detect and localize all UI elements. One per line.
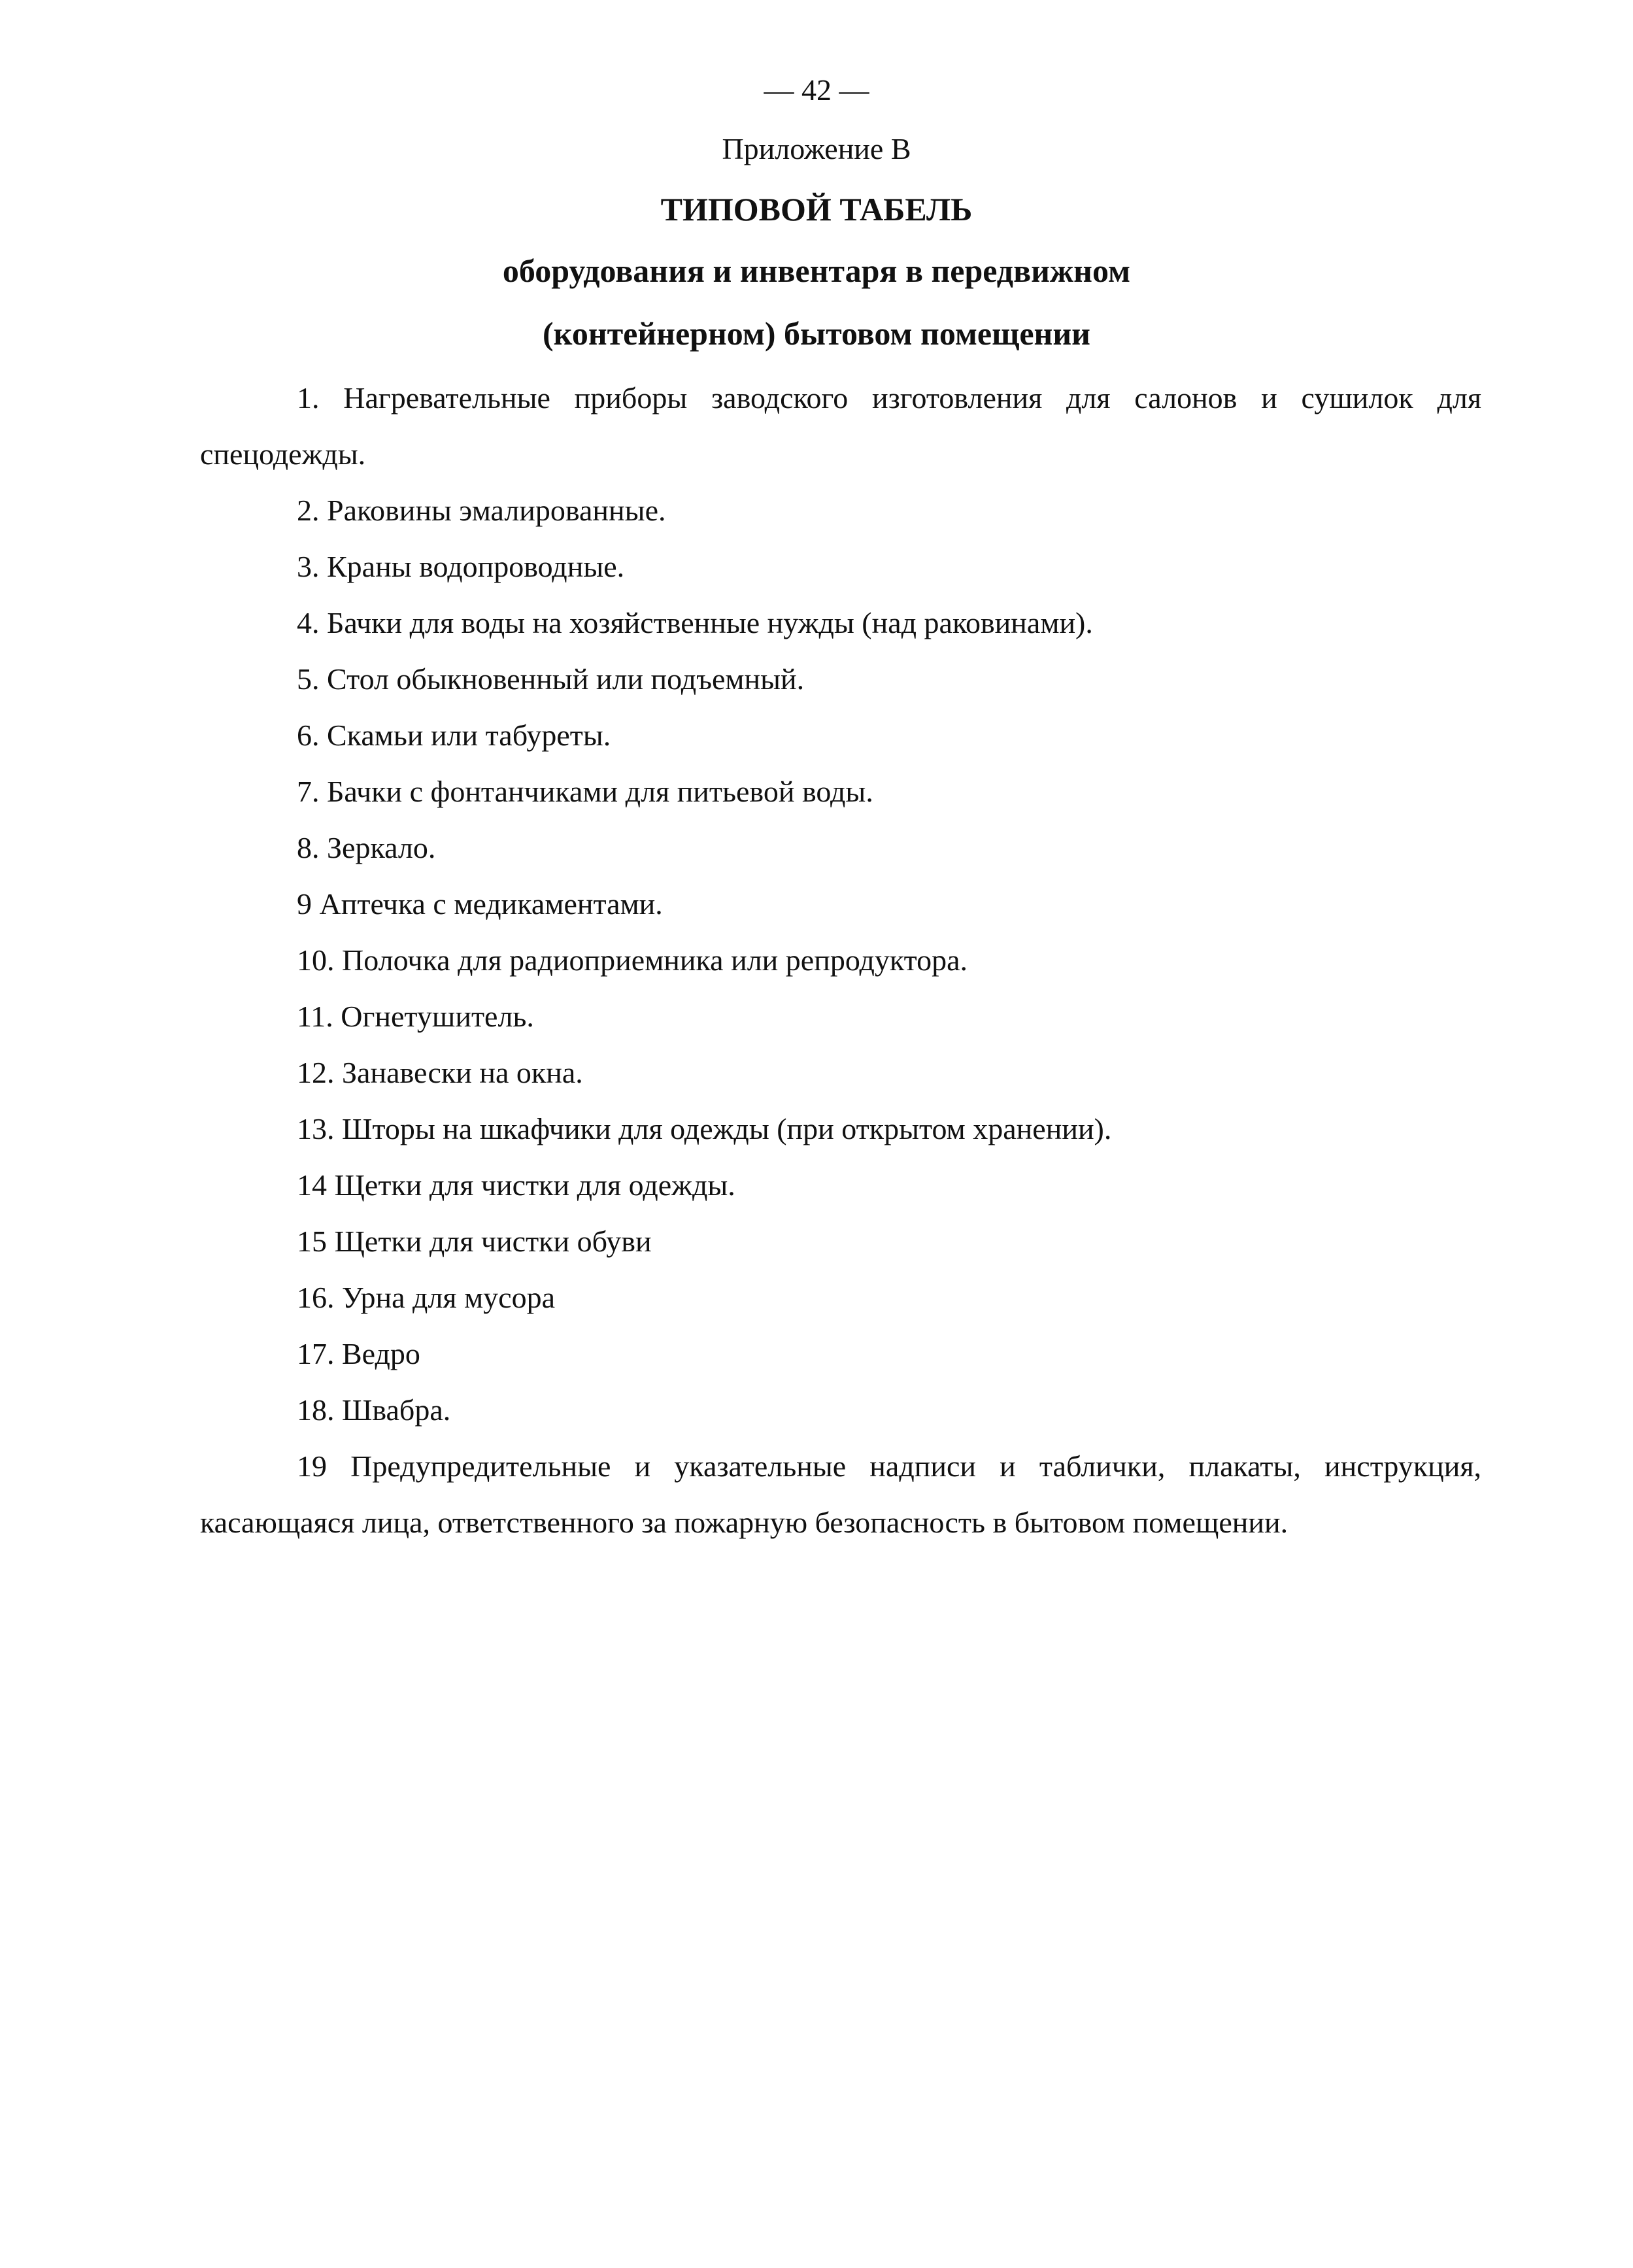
document-subtitle-line-1: оборудования и инвентаря в передвижном [502,252,1131,289]
list-item: 3. Краны водопроводные. [297,550,625,583]
list-item: 9 Аптечка с медикаментами. [297,887,663,921]
list-item: 1. Нагревательные приборы заводского изготовления для салонов и сушилок для спецодежды. [200,381,1481,471]
list-item: 18. Швабра. [297,1393,451,1427]
list-item: 4. Бачки для воды на хозяйственные нужды (над раковинами). [297,606,1093,639]
list-item: 15 Щетки для чистки обуви [297,1225,652,1258]
list-item: 19 Предупредительные и указательные надписи и таблички, плакаты, инструкция, касающаяся лица, ответственного за пожарную безопасность в бытовом помещении. [200,1449,1481,1539]
list-item: 10. Полочка для радиоприемника или репродуктора. [297,943,968,977]
list-item: 17. Ведро [297,1337,420,1370]
equipment-list [200,370,1481,1551]
document-subtitle-line-2: (контейнерном) бытовом помещении [543,315,1090,352]
document-title: ТИПОВОЙ ТАБЕЛЬ [660,191,973,228]
list-item: 2. Раковины эмалированные. [297,494,666,527]
list-item: 7. Бачки с фонтанчиками для питьевой воды. [297,775,873,808]
page-number: — 42 — [764,73,869,107]
list-item: 13. Шторы на шкафчики для одежды (при открытом хранении). [297,1112,1112,1145]
list-item: 8. Зеркало. [297,831,436,864]
list-item: 12. Занавески на окна. [297,1056,583,1089]
appendix-label: Приложение В [722,132,911,165]
list-item: 11. Огнетушитель. [297,1000,534,1033]
list-item: 16. Урна для мусора [297,1281,556,1314]
list-item: 5. Стол обыкновенный или подъемный. [297,662,805,696]
list-item: 6. Скамьи или табуреты. [297,719,611,752]
list-item: 14 Щетки для чистки для одежды. [297,1168,735,1202]
